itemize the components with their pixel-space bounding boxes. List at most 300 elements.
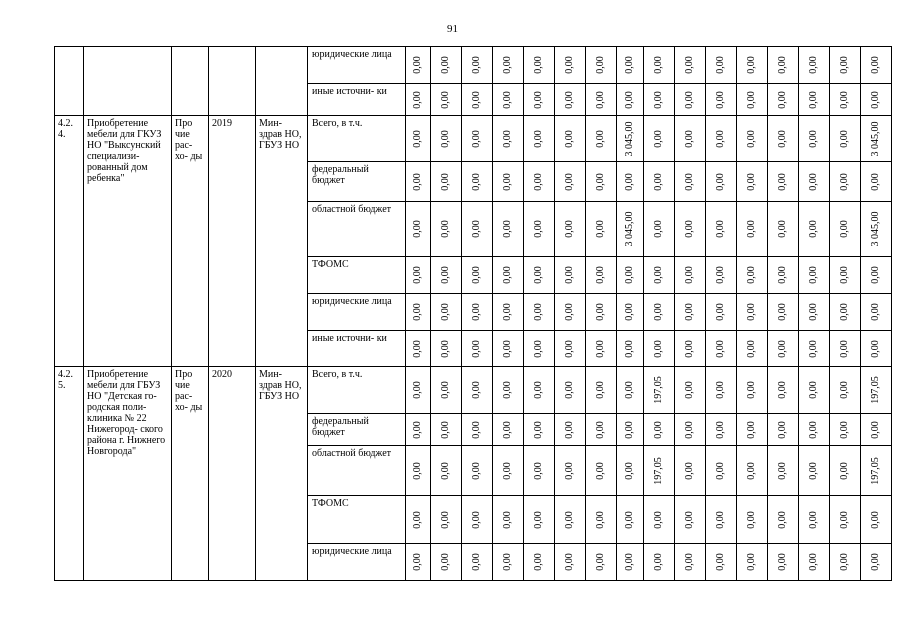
value-text: 0,00 <box>746 553 757 571</box>
value-cell <box>462 414 493 446</box>
value-cell <box>406 202 431 257</box>
value-cell <box>493 257 524 294</box>
value-text: 0,00 <box>533 303 544 321</box>
value-text: 0,00 <box>533 420 544 439</box>
value-text: 0,00 <box>746 461 757 480</box>
value-text: 0,00 <box>471 220 482 238</box>
value-text: 0,00 <box>653 266 664 284</box>
value-cell <box>431 294 462 331</box>
value-cell <box>431 496 462 544</box>
value-cell <box>524 116 555 162</box>
value-text: 0,00 <box>870 303 881 321</box>
value-text: 0,00 <box>533 90 544 109</box>
value-text: 0,00 <box>839 303 850 321</box>
value-cell <box>431 47 462 84</box>
value-text: 0,00 <box>595 381 606 399</box>
value-text: 0,00 <box>564 266 575 284</box>
value-text: 0,00 <box>746 56 757 74</box>
value-text: 0,00 <box>502 172 513 191</box>
value-cell <box>617 367 644 414</box>
value-text: 3 045,00 <box>870 121 881 156</box>
value-text: 0,00 <box>777 90 788 109</box>
value-text: 0,00 <box>808 172 819 191</box>
value-cell <box>555 162 586 202</box>
value-text: 0,00 <box>533 220 544 238</box>
value-cell <box>493 116 524 162</box>
value-text: 0,00 <box>502 381 513 399</box>
value-text: 0,00 <box>412 553 423 571</box>
value-cell <box>493 367 524 414</box>
value-cell <box>644 47 675 84</box>
value-cell <box>675 294 706 331</box>
value-cell <box>555 331 586 367</box>
value-text: 0,00 <box>808 339 819 358</box>
value-text: 0,00 <box>684 510 695 529</box>
value-cell <box>555 446 586 496</box>
value-cell <box>768 162 799 202</box>
value-text: 0,00 <box>777 129 788 148</box>
row-number-cell: 4.2. 5. <box>55 367 84 581</box>
value-text: 0,00 <box>653 510 664 529</box>
value-cell <box>586 446 617 496</box>
value-text: 0,00 <box>595 303 606 321</box>
value-cell <box>861 84 892 116</box>
value-cell <box>555 116 586 162</box>
value-cell <box>675 162 706 202</box>
value-cell <box>586 84 617 116</box>
value-cell <box>799 162 830 202</box>
value-cell <box>524 544 555 581</box>
value-cell <box>737 544 768 581</box>
value-text: 0,00 <box>471 553 482 571</box>
value-text: 0,00 <box>715 381 726 399</box>
value-text: 0,00 <box>440 303 451 321</box>
value-text: 197,05 <box>870 456 881 485</box>
value-text: 0,00 <box>412 303 423 321</box>
value-cell <box>493 162 524 202</box>
value-cell <box>675 446 706 496</box>
value-cell <box>737 446 768 496</box>
value-text: 0,00 <box>440 420 451 439</box>
value-text: 0,00 <box>808 266 819 284</box>
value-cell <box>462 84 493 116</box>
value-text: 0,00 <box>564 220 575 238</box>
value-text: 0,00 <box>412 220 423 238</box>
value-text: 0,00 <box>502 339 513 358</box>
value-text: 0,00 <box>624 56 635 74</box>
value-text: 0,00 <box>440 381 451 399</box>
value-cell <box>617 162 644 202</box>
value-cell <box>675 367 706 414</box>
value-cell <box>644 257 675 294</box>
funding-source-cell: юридические лица <box>308 47 406 84</box>
value-text: 0,00 <box>412 339 423 358</box>
value-text: 0,00 <box>412 420 423 439</box>
value-text: 0,00 <box>653 90 664 109</box>
value-cell <box>431 367 462 414</box>
value-text: 0,00 <box>684 90 695 109</box>
value-cell <box>861 414 892 446</box>
value-cell <box>586 331 617 367</box>
value-cell <box>830 162 861 202</box>
value-text: 0,00 <box>440 553 451 571</box>
value-text: 0,00 <box>440 461 451 480</box>
value-cell <box>861 367 892 414</box>
value-text: 0,00 <box>624 381 635 399</box>
value-text: 0,00 <box>715 553 726 571</box>
value-text: 0,00 <box>502 266 513 284</box>
value-text: 0,00 <box>471 461 482 480</box>
value-text: 0,00 <box>653 420 664 439</box>
value-cell <box>706 47 737 84</box>
value-cell <box>586 414 617 446</box>
value-cell <box>706 544 737 581</box>
value-cell <box>861 116 892 162</box>
value-text: 0,00 <box>595 510 606 529</box>
value-cell <box>555 544 586 581</box>
funding-source-cell: областной бюджет <box>308 202 406 257</box>
value-cell <box>586 162 617 202</box>
value-cell <box>406 496 431 544</box>
value-cell <box>586 496 617 544</box>
value-cell <box>706 414 737 446</box>
value-cell <box>675 257 706 294</box>
value-text: 0,00 <box>777 461 788 480</box>
value-text: 0,00 <box>715 303 726 321</box>
value-text: 0,00 <box>839 266 850 284</box>
value-cell <box>555 496 586 544</box>
value-text: 0,00 <box>715 220 726 238</box>
value-text: 0,00 <box>440 90 451 109</box>
value-text: 0,00 <box>564 339 575 358</box>
value-text: 0,00 <box>746 339 757 358</box>
value-cell <box>524 367 555 414</box>
value-cell <box>644 84 675 116</box>
row-number-cell: 4.2. 4. <box>55 116 84 367</box>
value-text: 0,00 <box>412 461 423 480</box>
value-cell <box>675 331 706 367</box>
value-cell <box>462 162 493 202</box>
value-cell <box>617 47 644 84</box>
value-text: 0,00 <box>564 303 575 321</box>
value-text: 0,00 <box>870 420 881 439</box>
value-text: 0,00 <box>502 510 513 529</box>
value-text: 0,00 <box>746 220 757 238</box>
value-text: 0,00 <box>715 56 726 74</box>
value-cell <box>675 116 706 162</box>
value-cell <box>617 446 644 496</box>
measure-name-cell: Приобретение мебели для ГКУЗ НО "Выксунский специализи- рованный дом ребенка" <box>84 116 172 367</box>
value-text: 0,00 <box>412 381 423 399</box>
value-cell <box>861 446 892 496</box>
value-text: 0,00 <box>746 303 757 321</box>
value-cell <box>406 84 431 116</box>
value-text: 0,00 <box>653 303 664 321</box>
value-text: 0,00 <box>595 129 606 148</box>
value-cell <box>406 257 431 294</box>
value-cell <box>431 414 462 446</box>
value-cell <box>768 47 799 84</box>
value-cell <box>555 202 586 257</box>
value-cell <box>768 544 799 581</box>
value-text: 0,00 <box>684 172 695 191</box>
value-cell <box>431 202 462 257</box>
value-cell <box>861 544 892 581</box>
value-cell <box>431 544 462 581</box>
value-text: 0,00 <box>808 510 819 529</box>
value-cell <box>830 496 861 544</box>
value-cell <box>768 414 799 446</box>
value-text: 0,00 <box>808 56 819 74</box>
executor-cell: Мин- здрав НО, ГБУЗ НО <box>256 367 308 581</box>
value-cell <box>830 294 861 331</box>
value-text: 0,00 <box>684 129 695 148</box>
value-cell <box>493 414 524 446</box>
value-cell <box>431 446 462 496</box>
value-cell <box>799 367 830 414</box>
value-text: 0,00 <box>839 553 850 571</box>
value-cell <box>524 162 555 202</box>
value-text: 0,00 <box>595 553 606 571</box>
value-text: 0,00 <box>595 56 606 74</box>
value-cell <box>768 294 799 331</box>
value-text: 0,00 <box>412 56 423 74</box>
value-text: 0,00 <box>777 510 788 529</box>
value-text: 0,00 <box>595 266 606 284</box>
value-text: 0,00 <box>653 56 664 74</box>
funding-source-cell: ТФОМС <box>308 496 406 544</box>
executor-cell <box>256 47 308 116</box>
value-cell <box>799 116 830 162</box>
value-text: 0,00 <box>564 461 575 480</box>
value-text: 0,00 <box>412 90 423 109</box>
value-cell <box>706 496 737 544</box>
value-cell <box>830 446 861 496</box>
value-cell <box>768 116 799 162</box>
value-text: 0,00 <box>624 266 635 284</box>
value-cell <box>406 414 431 446</box>
value-cell <box>555 84 586 116</box>
measure-name-cell: Приобретение мебели для ГБУЗ НО "Детская го- родская поли- клиника № 22 Нижегород- ского района г. Нижнего Новгорода" <box>84 367 172 581</box>
value-cell <box>524 496 555 544</box>
value-cell <box>830 202 861 257</box>
value-text: 0,00 <box>653 553 664 571</box>
value-text: 0,00 <box>808 461 819 480</box>
value-cell <box>675 47 706 84</box>
value-text: 0,00 <box>440 172 451 191</box>
value-cell <box>406 446 431 496</box>
value-cell <box>799 496 830 544</box>
value-text: 0,00 <box>533 553 544 571</box>
value-text: 0,00 <box>440 339 451 358</box>
value-text: 0,00 <box>777 56 788 74</box>
value-text: 0,00 <box>839 220 850 238</box>
value-cell <box>830 47 861 84</box>
value-text: 0,00 <box>839 420 850 439</box>
value-cell <box>706 446 737 496</box>
value-text: 0,00 <box>746 381 757 399</box>
value-cell <box>493 84 524 116</box>
value-text: 0,00 <box>471 510 482 529</box>
value-text: 0,00 <box>624 303 635 321</box>
value-text: 0,00 <box>595 172 606 191</box>
value-cell <box>617 257 644 294</box>
value-cell <box>586 116 617 162</box>
value-text: 0,00 <box>624 553 635 571</box>
value-cell <box>706 162 737 202</box>
value-cell <box>431 116 462 162</box>
value-cell <box>524 446 555 496</box>
value-cell <box>768 446 799 496</box>
value-cell <box>675 84 706 116</box>
value-cell <box>586 367 617 414</box>
value-cell <box>768 496 799 544</box>
value-text: 0,00 <box>595 90 606 109</box>
value-cell <box>706 331 737 367</box>
value-cell <box>524 257 555 294</box>
value-cell <box>493 294 524 331</box>
value-cell <box>737 331 768 367</box>
value-cell <box>861 162 892 202</box>
value-text: 0,00 <box>746 90 757 109</box>
value-cell <box>737 414 768 446</box>
value-cell <box>555 47 586 84</box>
value-cell <box>493 496 524 544</box>
value-text: 0,00 <box>870 553 881 571</box>
value-text: 0,00 <box>777 339 788 358</box>
value-text: 3 045,00 <box>870 211 881 247</box>
value-text: 0,00 <box>533 56 544 74</box>
funding-source-cell: иные источни- ки <box>308 331 406 367</box>
value-cell <box>493 544 524 581</box>
value-cell <box>555 257 586 294</box>
funding-source-cell: областной бюджет <box>308 446 406 496</box>
value-text: 0,00 <box>808 553 819 571</box>
value-text: 0,00 <box>502 303 513 321</box>
value-text: 0,00 <box>624 172 635 191</box>
value-cell <box>462 446 493 496</box>
value-text: 0,00 <box>839 510 850 529</box>
value-cell <box>493 331 524 367</box>
value-cell <box>706 367 737 414</box>
value-text: 0,00 <box>777 381 788 399</box>
value-cell <box>830 257 861 294</box>
value-text: 0,00 <box>684 461 695 480</box>
funding-source-cell: федеральный бюджет <box>308 162 406 202</box>
value-cell <box>555 367 586 414</box>
value-text: 0,00 <box>746 266 757 284</box>
value-cell <box>799 446 830 496</box>
value-text: 0,00 <box>870 56 881 74</box>
value-text: 0,00 <box>839 90 850 109</box>
value-text: 0,00 <box>715 510 726 529</box>
year-cell: 2020 <box>209 367 256 581</box>
value-cell <box>406 331 431 367</box>
expense-type-cell: Про чие рас- хо- ды <box>172 367 209 581</box>
value-text: 0,00 <box>746 420 757 439</box>
value-text: 0,00 <box>595 339 606 358</box>
value-cell <box>706 202 737 257</box>
value-text: 0,00 <box>808 220 819 238</box>
value-text: 0,00 <box>412 172 423 191</box>
value-cell <box>524 294 555 331</box>
value-text: 0,00 <box>533 381 544 399</box>
value-text: 0,00 <box>870 266 881 284</box>
value-cell <box>737 202 768 257</box>
value-cell <box>799 414 830 446</box>
value-text: 0,00 <box>715 266 726 284</box>
value-cell <box>644 414 675 446</box>
value-text: 0,00 <box>777 172 788 191</box>
value-text: 0,00 <box>870 339 881 358</box>
value-cell <box>617 294 644 331</box>
value-text: 0,00 <box>715 420 726 439</box>
value-cell <box>644 162 675 202</box>
value-text: 0,00 <box>715 461 726 480</box>
value-cell <box>737 84 768 116</box>
value-text: 0,00 <box>684 56 695 74</box>
value-cell <box>462 47 493 84</box>
value-cell <box>861 496 892 544</box>
value-cell <box>830 544 861 581</box>
expense-type-cell <box>172 47 209 116</box>
value-cell <box>799 544 830 581</box>
value-cell <box>586 544 617 581</box>
value-text: 0,00 <box>839 172 850 191</box>
value-text: 0,00 <box>715 339 726 358</box>
value-text: 0,00 <box>564 56 575 74</box>
value-text: 0,00 <box>624 510 635 529</box>
value-text: 0,00 <box>440 510 451 529</box>
funding-source-cell: Всего, в т.ч. <box>308 116 406 162</box>
value-cell <box>493 446 524 496</box>
value-cell <box>737 367 768 414</box>
value-text: 0,00 <box>471 420 482 439</box>
value-cell <box>586 47 617 84</box>
value-cell <box>768 367 799 414</box>
value-cell <box>462 331 493 367</box>
value-text: 0,00 <box>564 553 575 571</box>
value-text: 0,00 <box>870 510 881 529</box>
value-cell <box>462 544 493 581</box>
value-text: 0,00 <box>533 461 544 480</box>
value-cell <box>737 47 768 84</box>
value-text: 0,00 <box>533 266 544 284</box>
value-cell <box>644 116 675 162</box>
value-cell <box>830 84 861 116</box>
value-text: 0,00 <box>440 266 451 284</box>
funding-source-cell: иные источни- ки <box>308 84 406 116</box>
value-cell <box>586 257 617 294</box>
value-cell <box>524 202 555 257</box>
value-text: 0,00 <box>564 90 575 109</box>
value-cell <box>675 414 706 446</box>
value-cell <box>431 257 462 294</box>
value-text: 0,00 <box>624 90 635 109</box>
value-cell <box>861 47 892 84</box>
value-cell <box>644 544 675 581</box>
value-text: 0,00 <box>684 266 695 284</box>
value-text: 0,00 <box>653 129 664 148</box>
value-cell <box>406 162 431 202</box>
value-text: 0,00 <box>533 129 544 148</box>
table-row <box>55 47 892 84</box>
value-text: 0,00 <box>839 56 850 74</box>
value-text: 0,00 <box>715 129 726 148</box>
value-cell <box>830 331 861 367</box>
executor-cell: Мин- здрав НО, ГБУЗ НО <box>256 116 308 367</box>
value-cell <box>799 294 830 331</box>
